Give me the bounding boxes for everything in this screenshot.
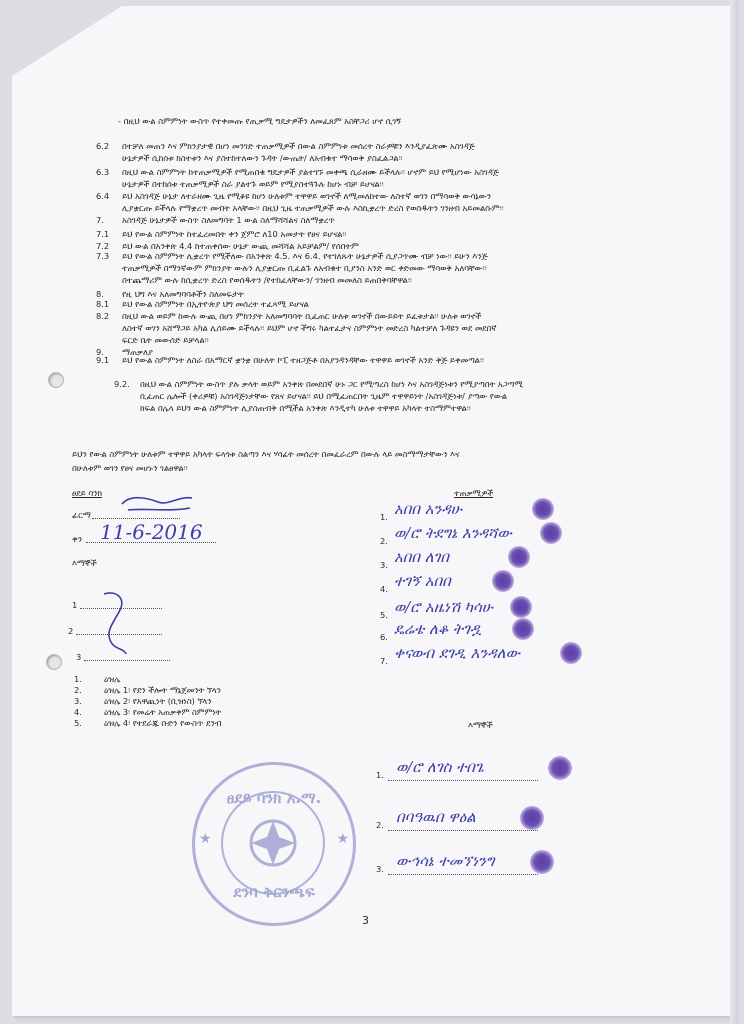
attachment-number: 1. [74, 674, 82, 684]
thumbprint [548, 756, 572, 780]
clause-text-line: ይህ የውል ስምምነት በኢትዮጵያ ህግ መሰረት ተፈጻሚ ይሆናል [122, 299, 309, 309]
clause-number: 9. [96, 347, 104, 357]
stamp-emblem [221, 791, 325, 895]
attachment-number: 2. [74, 685, 82, 695]
witness-right-number: 1. [376, 770, 384, 780]
bank-signature [118, 490, 198, 520]
clause-text-line: ተጠቃሚዎች በማንኛውም ምክንያት ውሉን ሊያቋርጡ ቢፈልጉ ለአብቁተ ቢያንስ አንድ ወር ቀድመው ማሳወቅ አለባቸው፡፡ [122, 263, 487, 273]
folded-corner [12, 6, 122, 76]
beneficiary-number: 1. [380, 512, 388, 522]
beneficiary-signature: ቀናወብ ደገዲ እንዳለው [394, 644, 520, 662]
witness-signature [96, 588, 136, 658]
stamp-star-left-icon: ★ [199, 831, 212, 847]
clause-text-line: ይህ የውል ስምምነት ለስራ በአማርኛ ቋንቋ በሁለት ኮፒ ተዘጋጅቶ በአያንዳንዳቸው ተዋዋይ ወገኖች አንድ ቅጅ ይቀመጣል፡፡ [122, 355, 484, 365]
bank-stamp [192, 762, 356, 926]
date-value: 11-6-2016 [100, 520, 203, 544]
clause-text-line: ይህ የውል ስምምነት ሊቋረጥ የሚችለው በአንቀጽ 4.5. እና 6.4. የተገለጹት ሁኔታዎች ሲያጋጥሙ ብቻ ነው፡፡ ይሁን እንጅ [122, 251, 488, 261]
attachment-item: ዕዝሌ 3፡ የመሬት አጠቃቀም ስምምነት [104, 707, 222, 717]
sign-label: ፊርማ [72, 510, 91, 520]
clause-number: 9.1 [96, 355, 110, 365]
witness-num-2: 2 [68, 626, 74, 636]
thumbprint [508, 546, 530, 568]
witness-right-signature: ውኅሳኔ ተመኘነንግ [396, 852, 495, 870]
clause-text-line: ለስተኛ ወገን አሸማጋይ አካል ሊሰይሙ ይችላሉ፡፡ ይህም ሆኖ ችግሩ ካልተፈታና ስምምነት መድረስ ካልተቻለ ጉዳዩን ወደ መደበኛ [122, 323, 497, 333]
beneficiary-number: 4. [380, 584, 388, 594]
clause-text-line: ይህ አስገዳጅ ሁኔታ ለተራዘሙ ጊዜ የሚቆዩ ከሆነ ሁለቱም ተዋዋይ ወገኖች ለሚመለከተው ለስተኛ ወገን በማሳወቅ ውሳኔውን [122, 191, 491, 201]
clause-text-line: በተጨማሪም ውሉ ከሲቋረጥ ድረስ የወሰዱትን /የተከፈላቸውን/ ገንዘብ መመለስ ይጠበቅባቸዋል፡፡ [122, 275, 412, 285]
clause-number: 7. [96, 215, 104, 225]
thumbprint [560, 642, 582, 664]
page-number: 3 [362, 914, 369, 927]
bank-name: ፀደይ ባንክ [72, 488, 102, 498]
thumbprint [520, 806, 544, 830]
clause-text-line: ፍርድ ቤት መውሰድ ይቻላል፡፡ [122, 335, 209, 345]
clause-number: 8. [96, 289, 104, 299]
attachment-number: 5. [74, 718, 82, 728]
beneficiary-signature: ዴሬቴ ለቆ ትገዷ [394, 620, 482, 638]
clause-text-line: በዚህ ውል ወይም ከውሉ ውጪ በሆነ ምክንያት አለመግባባት ቢፈጠር ሁለቱ ወገኖች በውይይት ይፈቱታል፡፡ ሁለቱ ወገኖች [122, 311, 482, 321]
beneficiary-signature: አበበ አንዳሁ [394, 500, 462, 518]
beneficiary-number: 6. [380, 632, 388, 642]
clause-number: 6.2 [96, 141, 110, 151]
thumbprint [540, 522, 562, 544]
clause-text-line: ክፍል በሌላ ይህን ውል ስምምነት ሊያስጠብቅ በሚችል አንቀጽ እንዲተካ ሁለቱ ተዋዋይ አካላት ተስማምተዋል፡፡ [140, 403, 471, 413]
beneficiary-signature: ተገኝ አበበ [394, 572, 451, 590]
clause-number: 6.4 [96, 191, 110, 201]
witness-num-3: 3 [76, 652, 82, 662]
clause-text-line: አስገዳጅ ሁኔታዎች ውስጥ ስለመግባት 1 ውል ስለማሻሻልና ስለማቋረጥ [122, 215, 335, 225]
clause-text-line: በዚህ ውል ስምምነት ውስጥ ያሉ ቃላት ወይም አንቀጽ በመደበኛ ሁኑ ጋር የሚጣረስ ከሆነ እና አስገዳጅነቱን የሚያጣበት አጋጣሚ [140, 379, 524, 389]
clause-text-line: ይህ የውል ስምምነት ከተፈረመበት ቀን ጀምሮ ለ10 አመታት የፀና ይሆናል፡፡ [122, 229, 347, 239]
thumbprint [532, 498, 554, 520]
beneficiary-number: 5. [380, 610, 388, 620]
clause-number: 7.1 [96, 229, 110, 239]
clause-number: 8.1 [96, 299, 110, 309]
witnesses-title-left: እማኞች [72, 558, 97, 568]
beneficiary-number: 7. [380, 656, 388, 666]
witness-line-3 [84, 660, 170, 661]
clause-number: 6.3 [96, 167, 110, 177]
clause-text-line: በተቻለ መጠን እና ምክንያታዊ በሆነ መንገድ ተጠቃሚዎች በውል ስምምነቱ መሰረት ስራዎቹን እንዲያፈጽሙ አስገዳጅ [122, 141, 475, 151]
clause-text-line: ሁኔታዎች ሲከሰቱ ክስተቱን እና ያስተከተለውን ጉዳት /ውጤት/ ለአብቁተ ማሳወቅ ያስፈልጋል፡፡ [122, 153, 403, 163]
stamp-bottom-text: ደንባ ቅርንጫፍ [233, 883, 315, 901]
clause-text-line: የዚ ህግ እና አለመግባባቶችን ስለመፍታት [122, 289, 244, 299]
attachment-item: ዕዝሌ 1፡ የደን ችሎት ማኔጀመንት ኘላን [104, 685, 221, 695]
witness-right-line [388, 830, 538, 831]
witness-num-1: 1 [72, 600, 78, 610]
punch-hole-bottom [46, 654, 62, 670]
witness-right-line [388, 874, 538, 875]
closing-line-2: በሁለቱም ወገን የፀና መሆኑን ገልፀዋል፡፡ [72, 463, 188, 473]
clause-text-line: ማጠቃለያ [122, 347, 153, 357]
clause-text-line: በዚህ ውል ስምምነት ከተጠቃሚዎች የሚጠበቁ ግዴታዎች ያልተገኙ መቀጫ ሲራዘሙ ይችላሉ፡፡ ሆኖም ይህ የሚሆነው አስገዳጅ [122, 167, 499, 177]
clause-text-line: ቢፈጠር ሌሎች (ቀሪዎቹ) አስገዳጅነታቸው የጸና ይሆናል፡፡ ይህ በሚፈጠርበት ጊዜም ተዋዋይነት /አስገዳጅነቱ/ ያጣው የውል [140, 391, 508, 401]
clause-text-line: ይህ ውል በአንቀጽ 4.4 ከተጠቀሰው ሁኔታ ውጪ መሻሻል አይቻልም/ የሰበትም [122, 241, 359, 251]
beneficiary-number: 3. [380, 560, 388, 570]
punch-hole-top [48, 372, 64, 388]
attachment-item: ዕዝሌ 4፡ የተደራጁ ቡድን የውስጥ ደንብ [104, 718, 222, 728]
attachment-number: 3. [74, 696, 82, 706]
attachment-number: 4. [74, 707, 82, 717]
stamp-star-right-icon: ★ [336, 831, 349, 847]
witness-right-signature: ወ/ሮ ለገስ ተበጌ [396, 758, 484, 776]
thumbprint [492, 570, 514, 592]
thumbprint [510, 596, 532, 618]
stamp-top-text: ፀደይ ባንክ አ.ማ. [226, 789, 322, 807]
clause-header: - በዚህ ውል ስምምነት ውስጥ የተቀመጡ የጢቃሚ ግዴታዎችን ለመፈጸም አስቸጋሪ ሆኖ ሲገኝ [118, 116, 401, 126]
beneficiary-number: 2. [380, 536, 388, 546]
witness-right-number: 2. [376, 820, 384, 830]
witnesses-title-right: እማኞች [468, 720, 493, 730]
beneficiary-signature: ወ/ሮ ትደግኔ እንዳሻው [394, 524, 512, 542]
beneficiaries-title: ተጠቃሚዎች [454, 488, 494, 498]
page-edge [730, 0, 738, 1024]
witness-right-signature: በባዓዉበ ዋዕል [396, 808, 476, 826]
thumbprint [512, 618, 534, 640]
flower-emblem-icon [223, 793, 323, 893]
beneficiary-signature: ወ/ሮ አዜነሽ ካሳሁ [394, 598, 493, 616]
closing-line-1: ይህን የውል ስምምነት ሁለቱም ተዋዋይ አካላት ፍላጎቱ ስልጣን እና ሃሳፊት መሰረት በመፈራረም በውሉ ላይ መስማማታቸውን እና [72, 449, 460, 459]
attachment-item: ዕዝሌ [104, 674, 121, 684]
clause-text-line: ሁኔታዎች በተከሰቱ ተጠቃሚዎች ስራ ያልተጉ ወይም የሚያስተጓጉሉ ከሆኑ ብቻ ይሆናል፡፡ [122, 179, 384, 189]
beneficiary-signature: አበበ ለገበ [394, 548, 449, 566]
thumbprint [530, 850, 554, 874]
clause-number: 7.2 [96, 241, 110, 251]
date-label: ቀን [72, 534, 82, 544]
clause-text-line: ሊያቋርጡ ይችላሉ የማቋረጥ መብት አላቸው፡፡ በዚህ ጊዜ ተጠቃሚዎች ውሉ እስኪቋረጥ ድረስ የወሰዱትን ገንዘብ አይመልሱም፡፡ [122, 203, 504, 213]
attachment-item: ዕዝሌ 2፡ የአዋጪነት (ቢዝነስ) ኘላን [104, 696, 212, 706]
clause-number: 9.2. [114, 379, 130, 389]
witness-right-line [388, 780, 538, 781]
witness-right-number: 3. [376, 864, 384, 874]
clause-number: 8.2 [96, 311, 110, 321]
clause-number: 7.3 [96, 251, 110, 261]
